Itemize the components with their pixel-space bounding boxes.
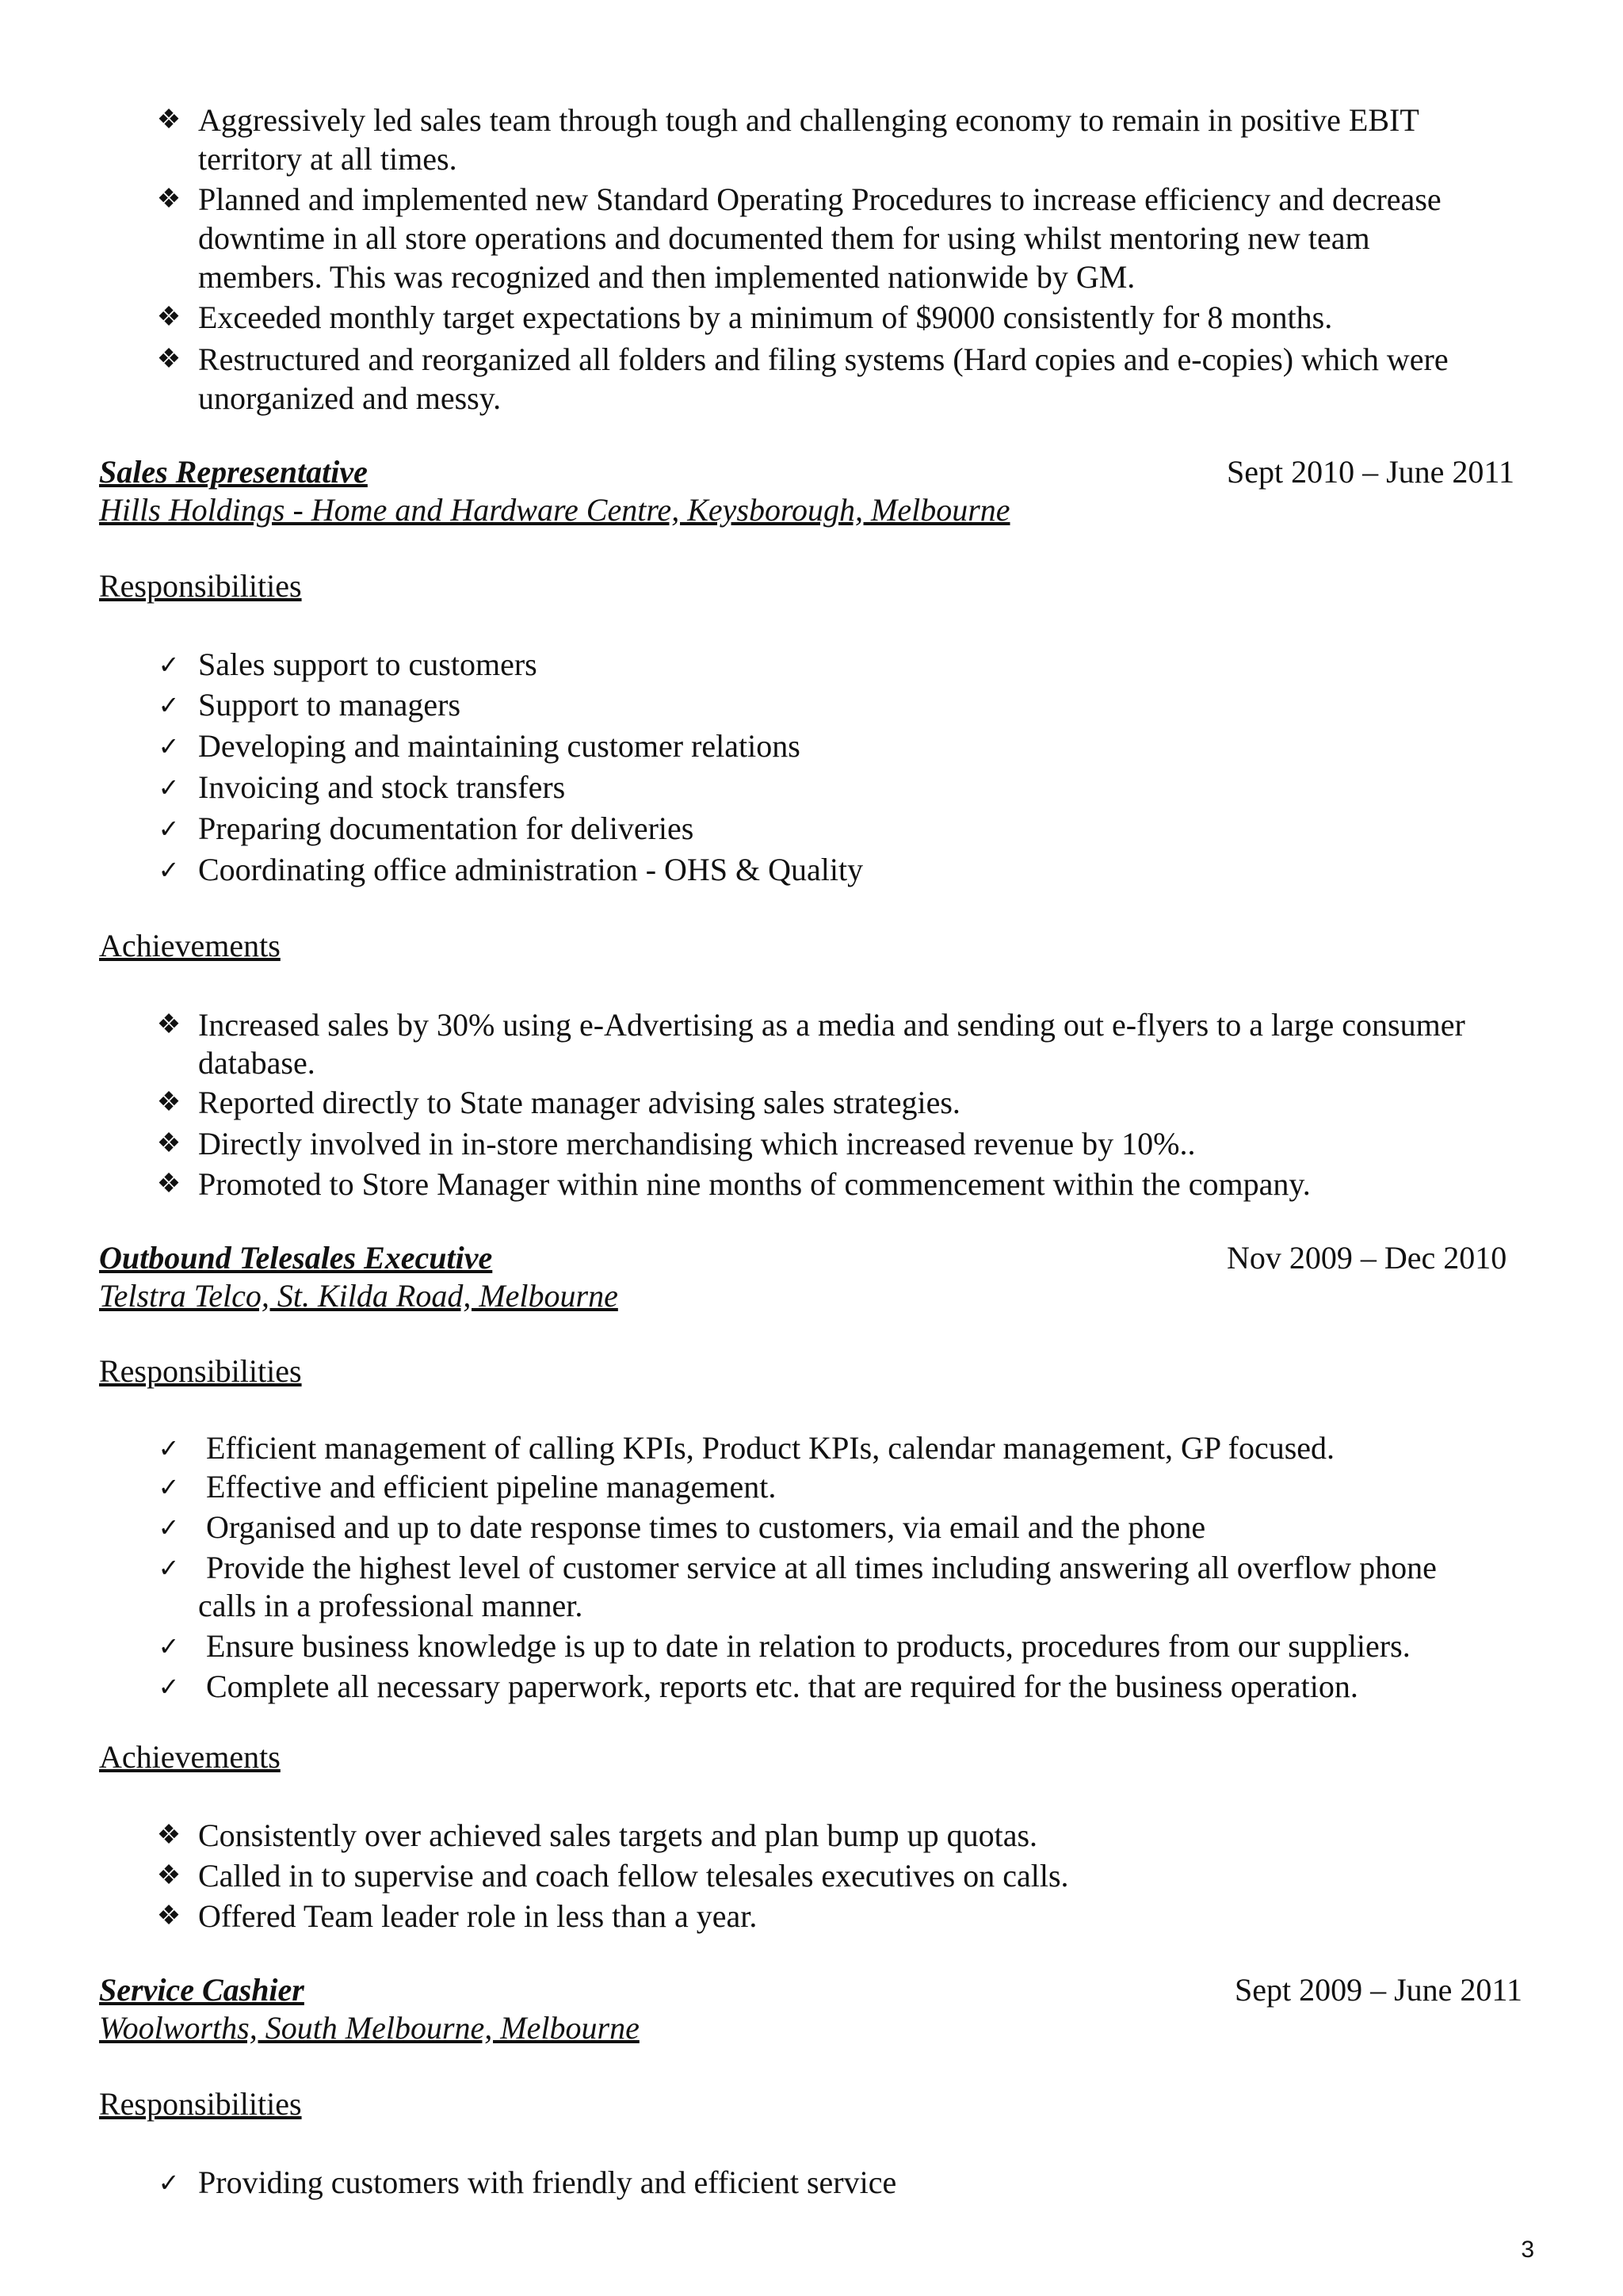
achievement-line: database.: [198, 1045, 315, 1081]
responsibilities-heading: Responsibilities: [99, 2086, 302, 2122]
company-name: Hills Holdings - Home and Hardware Centre, Keysborough, Melbourne: [99, 492, 1010, 528]
diamond-bullet-icon: ❖: [156, 303, 181, 332]
job-dates: Nov 2009 – Dec 2010: [1227, 1240, 1507, 1276]
check-bullet-icon: ✓: [158, 1512, 180, 1543]
diamond-bullet-icon: ❖: [156, 1901, 181, 1931]
diamond-bullet-icon: ❖: [156, 1129, 181, 1158]
responsibility-item: Sales support to customers: [198, 646, 537, 682]
check-bullet-icon: ✓: [158, 1631, 180, 1661]
check-bullet-icon: ✓: [158, 1433, 180, 1463]
achievement-line: Called in to supervise and coach fellow telesales executives on calls.: [198, 1858, 1069, 1894]
achievement-line: Promoted to Store Manager within nine months of commencement within the company.: [198, 1166, 1311, 1202]
responsibility-item: Providing customers with friendly and efficient service: [198, 2164, 897, 2200]
check-bullet-icon: ✓: [158, 814, 180, 844]
check-bullet-icon: ✓: [158, 731, 180, 761]
achievement-line: Consistently over achieved sales targets and plan bump up quotas.: [198, 1817, 1038, 1853]
responsibility-item: Coordinating office administration - OHS & Quality: [198, 852, 864, 887]
check-bullet-icon: ✓: [158, 1553, 180, 1583]
diamond-bullet-icon: ❖: [156, 1821, 181, 1850]
responsibility-item: Support to managers: [198, 687, 461, 723]
responsibility-item: Preparing documentation for deliveries: [198, 810, 694, 846]
job-title: Outbound Telesales Executive: [99, 1240, 493, 1276]
job-dates: Sept 2010 – June 2011: [1227, 454, 1514, 490]
diamond-bullet-icon: ❖: [156, 1169, 181, 1199]
responsibility-item: Organised and up to date response times to customers, via email and the phone: [206, 1509, 1206, 1545]
achievement-line: Increased sales by 30% using e-Advertising as a media and sending out e-flyers to a large consumer: [198, 1007, 1465, 1043]
achievement-line: Exceeded monthly target expectations by a minimum of $9000 consistently for 8 months.: [198, 299, 1333, 335]
diamond-bullet-icon: ❖: [156, 185, 181, 214]
check-bullet-icon: ✓: [158, 1472, 180, 1502]
achievement-line: Directly involved in in-store merchandising which increased revenue by 10%..: [198, 1126, 1196, 1161]
responsibilities-heading: Responsibilities: [99, 1353, 302, 1389]
achievement-line: Restructured and reorganized all folders and filing systems (Hard copies and e-copies) which were: [198, 341, 1449, 377]
achievements-heading: Achievements: [99, 1739, 281, 1775]
company-name: Telstra Telco, St. Kilda Road, Melbourne: [99, 1278, 618, 1314]
responsibility-item: Effective and efficient pipeline management.: [206, 1469, 777, 1505]
diamond-bullet-icon: ❖: [156, 1861, 181, 1890]
page-number: 3: [1521, 2237, 1534, 2263]
job-title: Sales Representative: [99, 454, 368, 490]
achievements-heading: Achievements: [99, 928, 281, 963]
responsibility-item: Efficient management of calling KPIs, Product KPIs, calendar management, GP focused.: [206, 1430, 1335, 1466]
achievement-line: unorganized and messy.: [198, 380, 502, 416]
check-bullet-icon: ✓: [158, 1672, 180, 1702]
achievement-line: territory at all times.: [198, 141, 457, 177]
check-bullet-icon: ✓: [158, 2168, 180, 2198]
responsibility-item: Ensure business knowledge is up to date in relation to products, procedures from our suppliers.: [206, 1628, 1411, 1664]
job-dates: Sept 2009 – June 2011: [1235, 1972, 1522, 2008]
check-bullet-icon: ✓: [158, 855, 180, 885]
achievement-line: Aggressively led sales team through tough and challenging economy to remain in positive EBIT: [198, 102, 1419, 138]
achievement-line: Reported directly to State manager advising sales strategies.: [198, 1085, 960, 1120]
diamond-bullet-icon: ❖: [156, 345, 181, 374]
diamond-bullet-icon: ❖: [156, 105, 181, 135]
responsibility-item: Developing and maintaining customer relations: [198, 728, 800, 764]
responsibility-item: Complete all necessary paperwork, reports etc. that are required for the business operation.: [206, 1669, 1358, 1704]
job-title: Service Cashier: [99, 1972, 304, 2008]
responsibility-item: calls in a professional manner.: [198, 1588, 583, 1623]
diamond-bullet-icon: ❖: [156, 1088, 181, 1117]
achievement-line: Offered Team leader role in less than a year.: [198, 1898, 758, 1934]
company-name: Woolworths, South Melbourne, Melbourne: [99, 2010, 640, 2046]
check-bullet-icon: ✓: [158, 772, 180, 803]
diamond-bullet-icon: ❖: [156, 1010, 181, 1039]
responsibilities-heading: Responsibilities: [99, 568, 302, 604]
check-bullet-icon: ✓: [158, 650, 180, 680]
achievement-line: Planned and implemented new Standard Operating Procedures to increase efficiency and decrease: [198, 181, 1442, 217]
achievement-line: downtime in all store operations and documented them for using whilst mentoring new team: [198, 220, 1370, 256]
responsibility-item: Provide the highest level of customer service at all times including answering all overflow phone: [206, 1550, 1437, 1585]
achievement-line: members. This was recognized and then implemented nationwide by GM.: [198, 259, 1136, 295]
check-bullet-icon: ✓: [158, 690, 180, 720]
responsibility-item: Invoicing and stock transfers: [198, 769, 566, 805]
